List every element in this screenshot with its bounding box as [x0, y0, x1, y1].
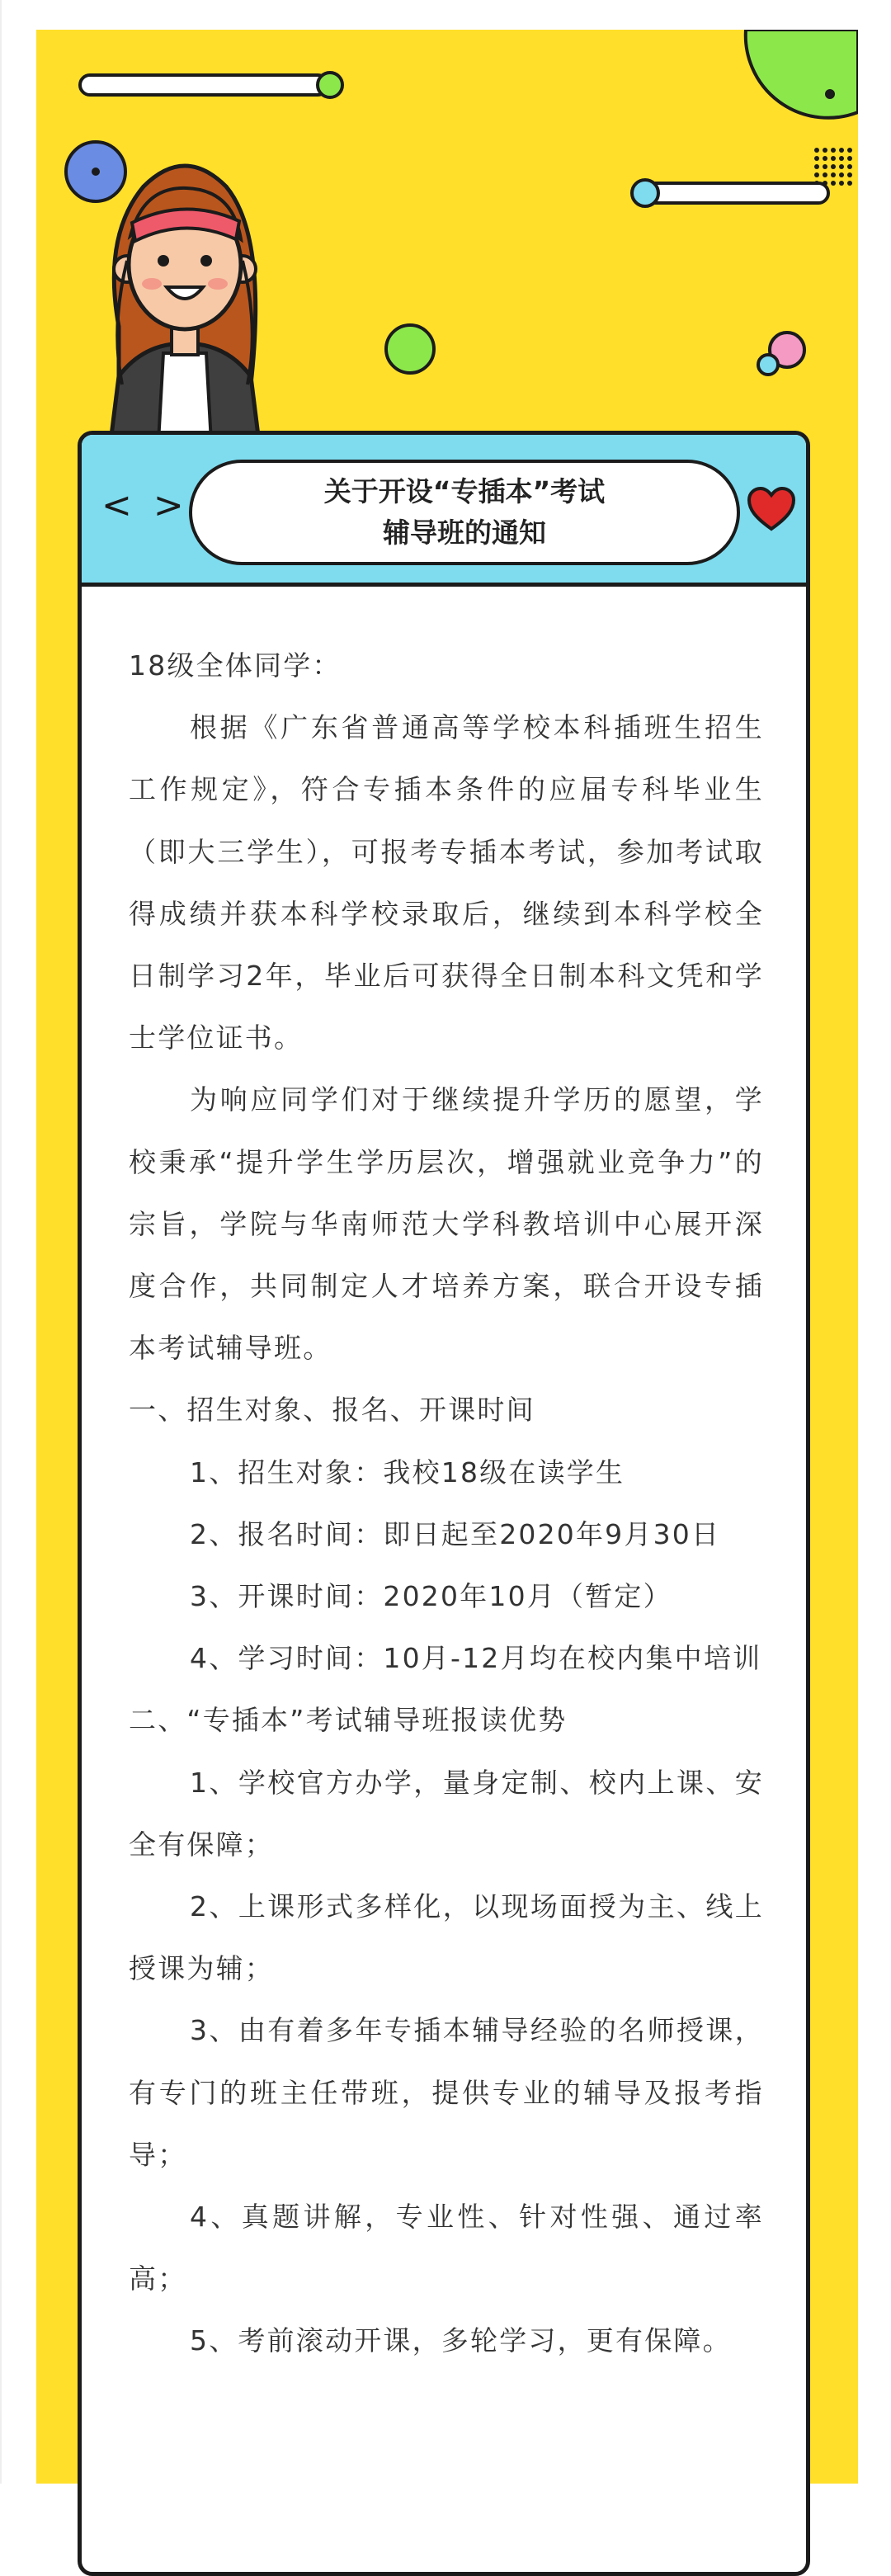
green-dot-decoration [381, 320, 439, 378]
card-header [82, 435, 806, 587]
paragraph-1: 根据《广东省普通高等学校本科插班生招生工作规定》，符合专插本条件的应届专科毕业生（即大三学生），可报考专插本考试，参加考试取得成绩并获本科学校录取后，继续到本科学校全日制学习2年，毕业后可获得全日制本科文凭和学士学位证书。 [129, 711, 764, 1054]
section-1-heading: 一、招生对象、报名、开课时间 [129, 1394, 535, 1427]
notice-title [189, 460, 740, 565]
section-1-item: 2、报名时间：即日起至2020年9月30日 [190, 1517, 721, 1550]
page-edge [0, 0, 2, 2484]
section-1-item: 4、学习时间：10月-12月均在校内集中培训 [190, 1642, 762, 1675]
character-illustration [94, 137, 276, 442]
section-2-heading: 二、“专插本”考试辅导班报读优势 [129, 1704, 568, 1737]
section-1-item: 1、招生对象：我校18级在读学生 [190, 1455, 625, 1489]
section-2-item: 1、学校官方办学，量身定制、校内上课、安全有保障； [129, 1766, 764, 1861]
title-line-1: 关于开设“专插本”考试 [323, 475, 606, 507]
heart-icon [747, 486, 796, 532]
notice-body [129, 635, 764, 2372]
title-line-2: 辅导班的通知 [383, 517, 546, 549]
notice-card [78, 431, 810, 2576]
greeting: 18级全体同学： [129, 649, 342, 682]
pill-bar-blue-decoration [627, 177, 833, 210]
section-2-item: 4、真题讲解，专业性、针对性强、通过率高； [129, 2201, 764, 2295]
pill-bar-decoration [78, 71, 350, 101]
section-2-item: 2、上课形式多样化，以现场面授为主、线上授课为辅； [129, 1890, 764, 1985]
paragraph-2: 为响应同学们对于继续提升学历的愿望，学校秉承“提升学生学历层次，增强就业竞争力”的宗旨，学院与华南师范大学科教培训中心展开深度合作，共同制定人才培养方案，联合开设专插本考试辅导班。 [129, 1083, 764, 1365]
section-2-item: 3、由有着多年专插本辅导经验的名师授课，有专门的班主任带班，提供专业的辅导及报考指导； [129, 2014, 764, 2171]
nav-arrows-icon: < > [101, 484, 189, 526]
section-1-item: 3、开课时间：2020年10月（暂定） [190, 1580, 672, 1613]
green-circle-decoration [713, 30, 858, 137]
pink-dot-decoration [746, 328, 812, 386]
section-2-item: 5、考前滚动开课，多轮学习，更有保障。 [190, 2324, 732, 2357]
